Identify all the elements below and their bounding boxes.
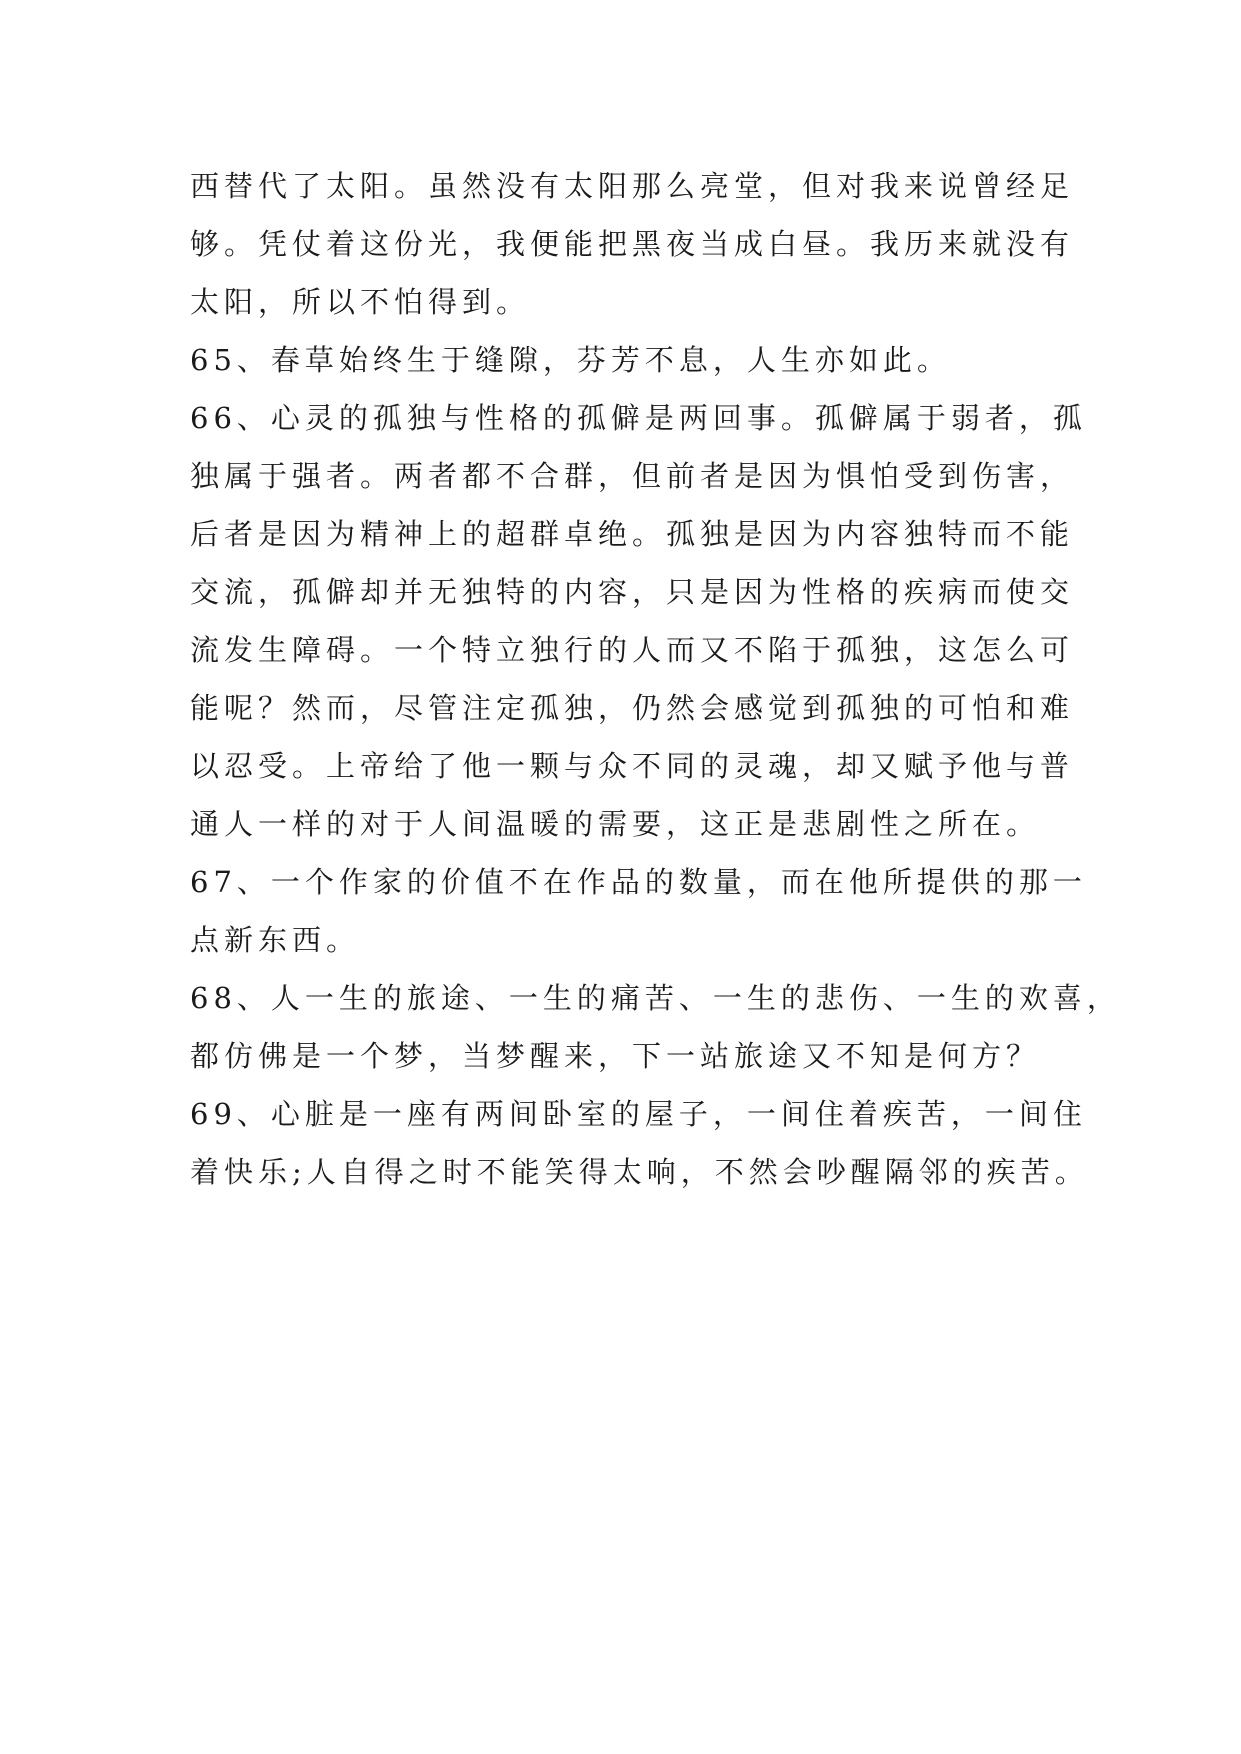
text-line: 68、人一生的旅途、一生的痛苦、一生的悲伤、一生的欢喜， (190, 981, 1121, 1015)
text-line: 通人一样的对于人间温暖的需要，这正是悲剧性之所在。 (190, 807, 1041, 841)
text-line: 69、心脏是一座有两间卧室的屋子，一间住着疾苦，一间住 (190, 1097, 1087, 1131)
document-body (190, 157, 1121, 1201)
text-line: 太阳，所以不怕得到。 (190, 285, 531, 319)
text-line: 能呢？然而，尽管注定孤独，仍然会感觉到孤独的可怕和难 (190, 691, 1075, 725)
text-line: 以忍受。上帝给了他一颗与众不同的灵魂，却又赋予他与普 (190, 749, 1075, 783)
text-line: 独属于强者。两者都不合群，但前者是因为惧怕受到伤害， (190, 459, 1075, 493)
text-line: 交流，孤僻却并无独特的内容，只是因为性格的疾病而使交 (190, 575, 1075, 609)
text-line: 67、一个作家的价值不在作品的数量，而在他所提供的那一 (190, 865, 1087, 899)
text-line: 65、春草始终生于缝隙，芬芳不息，人生亦如此。 (190, 343, 951, 377)
text-line: 66、心灵的孤独与性格的孤僻是两回事。孤僻属于弱者，孤 (190, 401, 1087, 435)
text-line: 都仿佛是一个梦，当梦醒来，下一站旅途又不知是何方？ (190, 1039, 1041, 1073)
text-line: 着快乐;人自得之时不能笑得太响，不然会吵醒隔邻的疾苦。 (190, 1155, 1089, 1189)
text-line: 够。凭仗着这份光，我便能把黑夜当成白昼。我历来就没有 (190, 227, 1075, 261)
text-line: 流发生障碍。一个特立独行的人而又不陷于孤独，这怎么可 (190, 633, 1075, 667)
text-line: 西替代了太阳。虽然没有太阳那么亮堂，但对我来说曾经足 (190, 169, 1075, 203)
text-line: 点新东西。 (190, 923, 361, 957)
text-line: 后者是因为精神上的超群卓绝。孤独是因为内容独特而不能 (190, 517, 1075, 551)
